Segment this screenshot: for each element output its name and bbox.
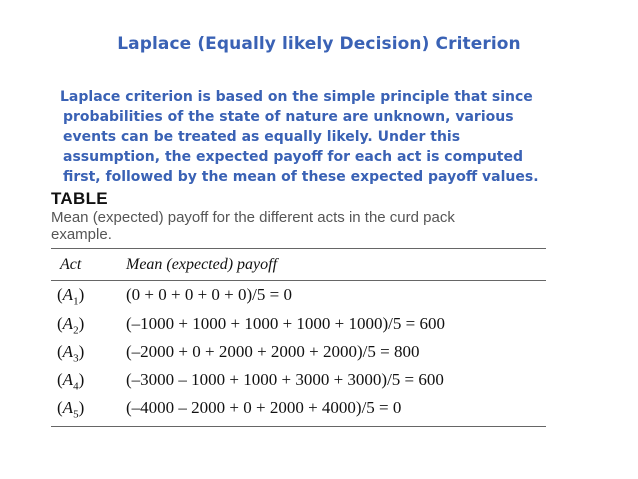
intro-line: assumption, the expected payoff for each act is computed <box>63 149 523 165</box>
column-header-act: Act <box>60 256 82 273</box>
slide-title: Laplace (Equally likely Decision) Criterion <box>117 34 521 54</box>
payoff-cell: (0 + 0 + 0 + 0 + 0)/5 = 0 <box>126 285 292 304</box>
table-row <box>0 314 638 340</box>
intro-line: events can be treated as equally likely. Under this <box>63 129 461 145</box>
table-caption <box>51 209 551 243</box>
act-cell: $(A_5)$ <box>57 398 85 421</box>
table-row <box>0 398 638 424</box>
caption-line: Mean (expected) payoff for the different acts in the curd pack <box>51 209 455 226</box>
table-row <box>0 285 638 311</box>
caption-line: example. <box>51 226 112 243</box>
table-row <box>0 370 638 396</box>
intro-paragraph <box>60 87 620 187</box>
column-header-mean-payoff: Mean (expected) payoff <box>126 256 278 273</box>
table-header-rule <box>51 280 546 281</box>
act-cell: $(A_2)$ <box>57 314 85 337</box>
table-bottom-rule <box>51 426 546 427</box>
table-heading: TABLE <box>51 189 108 208</box>
act-cell: $(A_1)$ <box>57 285 85 308</box>
intro-line: probabilities of the state of nature are unknown, various <box>63 109 514 125</box>
table-row <box>0 342 638 368</box>
intro-line: Laplace criterion is based on the simple principle that since <box>60 89 533 105</box>
act-cell: $(A_3)$ <box>57 342 85 365</box>
table-top-rule <box>51 248 546 249</box>
act-cell: $(A_4)$ <box>57 370 85 393</box>
payoff-cell: (–4000 – 2000 + 0 + 2000 + 4000)/5 = 0 <box>126 398 402 417</box>
payoff-cell: (–2000 + 0 + 2000 + 2000 + 2000)/5 = 800 <box>126 342 420 361</box>
intro-line: first, followed by the mean of these expected payoff values. <box>63 169 539 185</box>
payoff-cell: (–3000 – 1000 + 1000 + 3000 + 3000)/5 = 600 <box>126 370 444 389</box>
payoff-cell: (–1000 + 1000 + 1000 + 1000 + 1000)/5 = 600 <box>126 314 445 333</box>
